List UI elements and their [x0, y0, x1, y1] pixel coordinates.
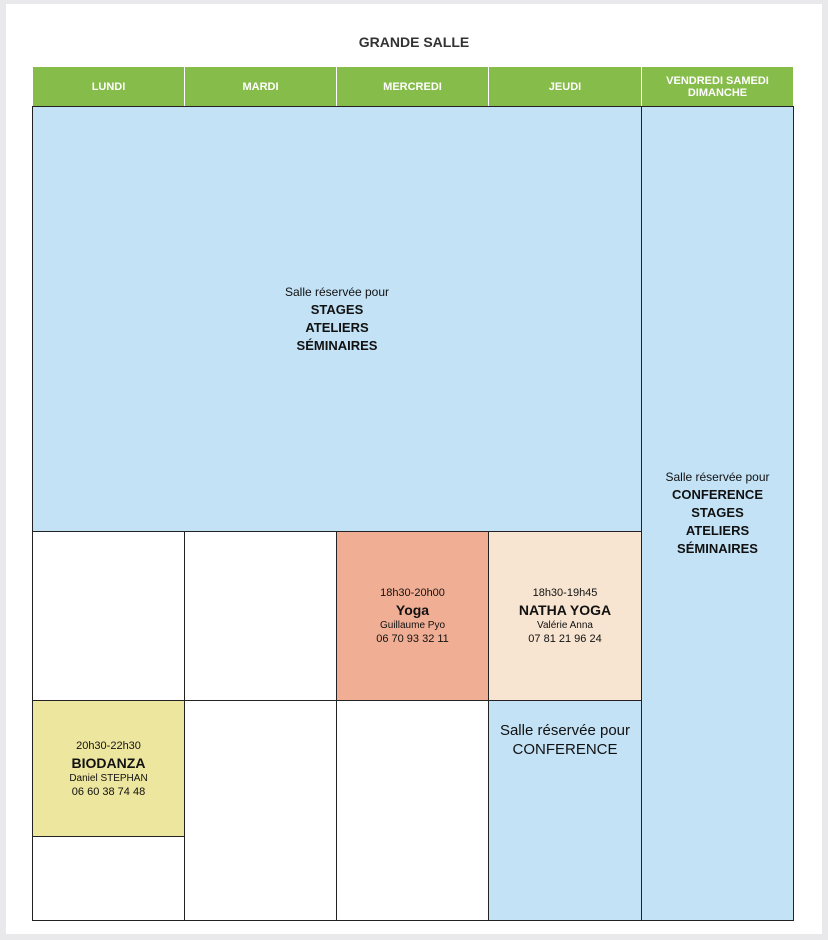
reserved-intro: Salle réservée pour: [665, 470, 770, 484]
event-time: 20h30-22h30: [76, 739, 141, 752]
event-phone: 06 70 93 32 11: [376, 633, 449, 645]
slot-monday-evening: [32, 531, 185, 701]
event-name: Yoga: [395, 602, 430, 618]
reserved-line: CONFERENCE: [671, 487, 763, 502]
event-teacher: Daniel STEPHAN: [69, 772, 148, 784]
header-tuesday: MARDI: [184, 67, 336, 106]
event-natha-yoga: [488, 531, 642, 701]
event-phone: 06 60 38 74 48: [71, 785, 146, 798]
event-yoga: [336, 531, 489, 701]
reserved-thursday-conference: [488, 700, 642, 921]
event-name: BIODANZA: [71, 754, 146, 771]
header-monday: LUNDI: [32, 67, 184, 106]
reserved-line: ATELIERS: [685, 523, 750, 538]
slot-monday-late: [32, 836, 185, 921]
reserved-intro: Salle réservée pour: [499, 722, 631, 739]
reserved-line: ATELIERS: [305, 319, 369, 335]
header-wednesday: MERCREDI: [336, 67, 488, 106]
page-title: GRANDE SALLE: [358, 34, 470, 50]
slot-tuesday-late: [184, 700, 337, 921]
event-phone: 07 81 21 96 24: [528, 633, 602, 645]
reserved-line: STAGES: [691, 505, 744, 520]
event-teacher: Valérie Anna: [537, 620, 593, 631]
event-name: NATHA YOGA: [518, 602, 612, 618]
reserved-line: CONFERENCE: [512, 741, 618, 758]
event-teacher: Guillaume Pyo: [379, 620, 446, 631]
reserved-line: STAGES: [310, 301, 364, 317]
event-time: 18h30-20h00: [380, 587, 445, 599]
slot-wednesday-late: [336, 700, 489, 921]
reserved-intro: Salle réservée pour: [284, 284, 390, 299]
slot-tuesday-evening: [184, 531, 337, 701]
header-thursday: JEUDI: [488, 67, 641, 106]
reserved-line: SÉMINAIRES: [296, 337, 378, 353]
reserved-block-weekend: [641, 106, 794, 921]
header-weekend: VENDREDI SAMEDI DIMANCHE: [641, 67, 793, 106]
event-time: 18h30-19h45: [532, 587, 598, 599]
reserved-block-weekdays: [32, 106, 642, 532]
event-biodanza: [32, 700, 185, 837]
reserved-line: SÉMINAIRES: [677, 541, 758, 556]
